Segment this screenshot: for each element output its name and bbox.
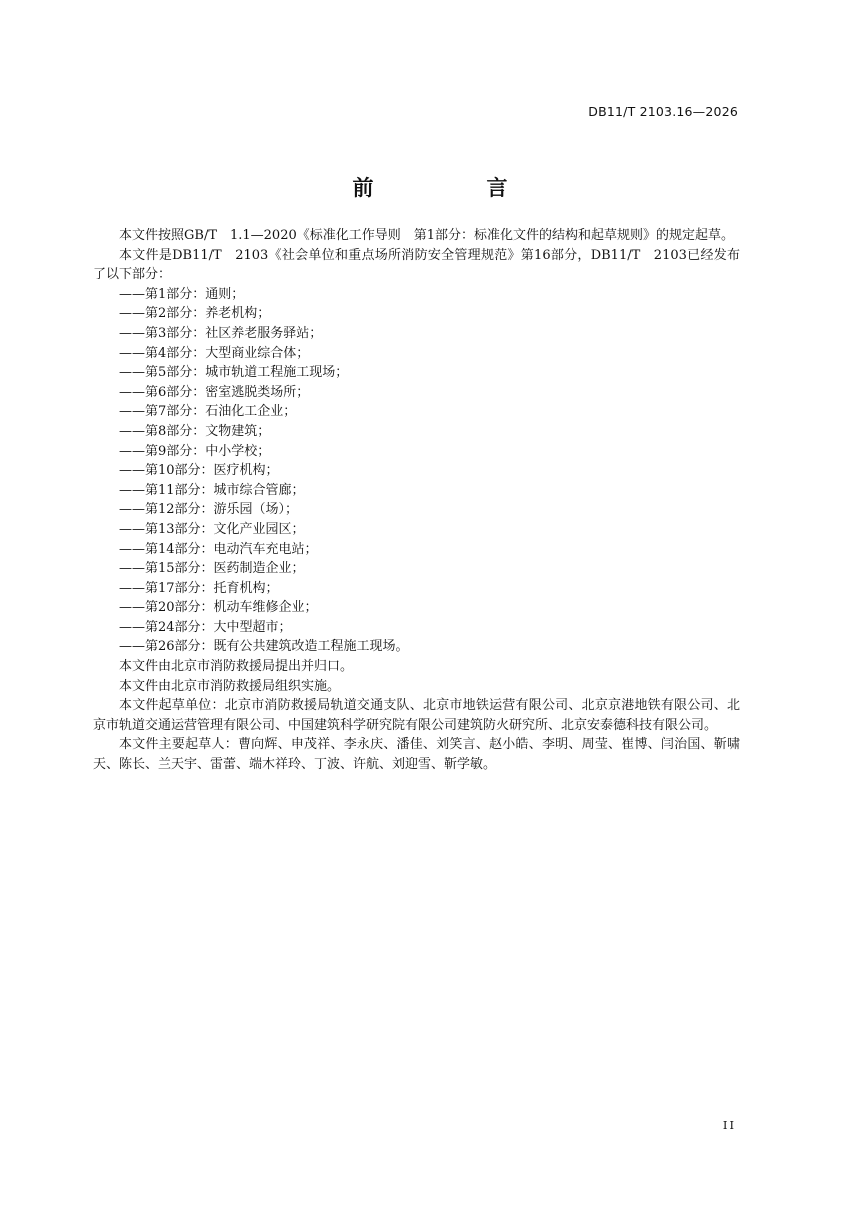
list-item: ——第20部分：机动车维修企业； [119,600,318,616]
paragraph-implementer: 本文件由北京市消防救援局组织实施。 [119,678,341,694]
list-item: ——第12部分：游乐园（场）； [119,502,299,518]
list-item: ——第10部分：医疗机构； [119,463,279,479]
paragraph-drafting-rules: 本文件按照GB/T 1.1—2020《标准化工作导则 第1部分：标准化文件的结构和起草规则》的规定起草。 [119,228,735,243]
list-item: ——第1部分：通则； [119,286,245,302]
list-item: ——第14部分：电动汽车充电站； [119,541,318,557]
list-item: ——第15部分：医药制造企业； [119,561,305,577]
list-item: ——第8部分：文物建筑； [119,423,271,439]
list-item: ——第26部分：既有公共建筑改造工程施工现场。 [119,639,409,655]
document-code: DB11/T 2103.16—2026 [588,104,738,119]
paragraph-series-intro: 本文件是DB11/T 2103《社会单位和重点场所消防安全管理规范》第16部分，DB11/T 2103已经发布了以下部分： [93,247,740,283]
page-number: II [722,1118,736,1132]
list-item: ——第3部分：社区养老服务驿站； [119,325,323,341]
published-parts-list [93,285,740,657]
list-item: ——第7部分：石油化工企业； [119,404,297,420]
list-item: ——第5部分：城市轨道工程施工现场； [119,365,349,381]
list-item: ——第4部分：大型商业综合体； [119,345,310,361]
list-item: ——第2部分：养老机构； [119,306,271,322]
list-item: ——第11部分：城市综合管廊； [119,482,305,498]
list-item: ——第17部分：托育机构； [119,580,279,596]
paragraph-proposer: 本文件由北京市消防救援局提出并归口。 [119,659,354,675]
paragraph-drafting-units: 本文件起草单位：北京市消防救援局轨道交通支队、北京市地铁运营有限公司、北京京港地铁有限公司、北京市轨道交通运营管理有限公司、中国建筑科学研究院有限公司建筑防火研究所、北京安泰德科技有限公司。 [93,698,740,733]
list-item: ——第6部分：密室逃脱类场所； [119,384,310,400]
list-item: ——第13部分：文化产业园区； [119,521,305,537]
paragraph-drafters: 本文件主要起草人：曹向辉、申茂祥、李永庆、潘佳、刘笑言、赵小皓、李明、周莹、崔博、闫治国、靳啸天、陈长、兰天宇、雷蕾、端木祥玲、丁波、许航、刘迎雪、靳学敏。 [93,737,740,773]
list-item: ——第24部分：大中型超市； [119,619,292,635]
foreword-body [93,226,740,775]
page-title: 前 言 [352,176,554,200]
list-item: ——第9部分：中小学校； [119,443,271,459]
